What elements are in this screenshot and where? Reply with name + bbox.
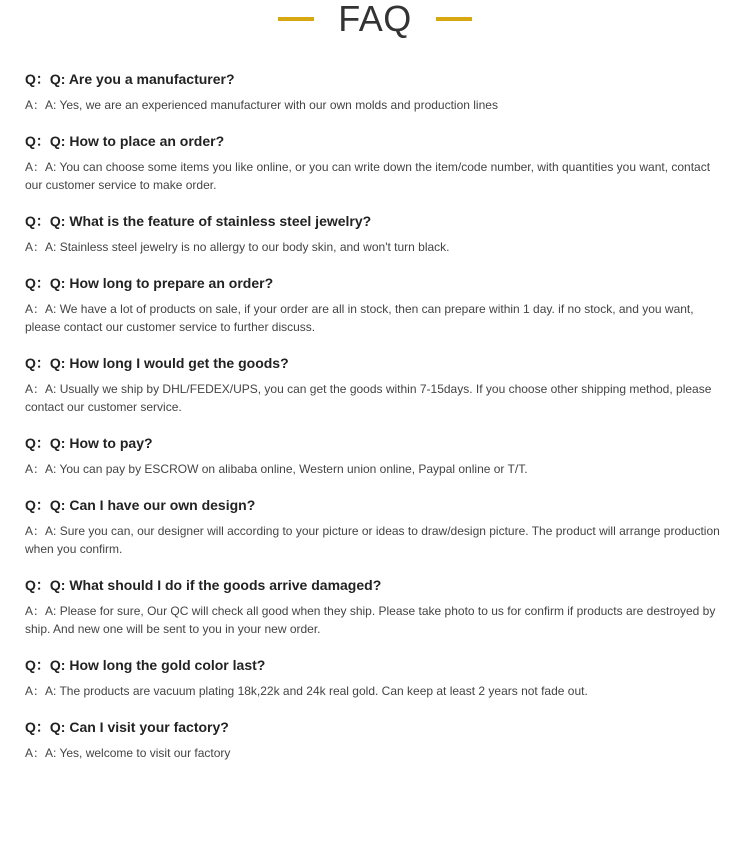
answer-text: A: You can choose some items you like online, or you can write down the item/code number, with quantities you want, contact our customer service to make order. (25, 160, 711, 192)
title-accent-line-left (278, 17, 314, 21)
question-text: Q: Can I have our own design? (49, 497, 256, 513)
faq-item (25, 576, 725, 638)
faq-question (25, 718, 725, 736)
faq-question (25, 576, 725, 594)
faq-answer (25, 602, 725, 638)
answer-text: A: We have a lot of products on sale, if your order are all in stock, then can prepare within 1 day. if no stock, and you want, please contact our customer service to further discuss. (25, 302, 694, 334)
faq-item (25, 132, 725, 194)
faq-item (25, 354, 725, 416)
answer-prefix: A： (25, 462, 46, 476)
question-prefix: Q： (25, 719, 50, 735)
faq-question (25, 434, 725, 452)
question-prefix: Q： (25, 133, 50, 149)
question-text: Q: Are you a manufacturer? (49, 71, 235, 87)
faq-item (25, 656, 725, 700)
faq-question (25, 496, 725, 514)
question-text: Q: How to place an order? (49, 133, 225, 149)
question-prefix: Q： (25, 71, 50, 87)
faq-question (25, 212, 725, 230)
answer-text: A: Sure you can, our designer will according to your picture or ideas to draw/design picture. The product will arrange production when you confirm. (25, 524, 720, 556)
faq-item (25, 70, 725, 114)
faq-answer (25, 300, 725, 336)
faq-question (25, 70, 725, 88)
answer-text: A: Yes, welcome to visit our factory (45, 746, 231, 760)
answer-prefix: A： (25, 302, 46, 316)
answer-prefix: A： (25, 382, 46, 396)
answer-text: A: You can pay by ESCROW on alibaba online, Western union online, Paypal online or T/T. (45, 462, 528, 476)
faq-answer (25, 158, 725, 194)
answer-text: A: Please for sure, Our QC will check all good when they ship. Please take photo to us for confirm if products are destroyed by ship. And new one will be sent to you in your new order. (25, 604, 716, 636)
answer-prefix: A： (25, 98, 46, 112)
page-title: FAQ (338, 0, 412, 39)
answer-prefix: A： (25, 240, 46, 254)
question-text: Q: What should I do if the goods arrive damaged? (49, 577, 382, 593)
answer-prefix: A： (25, 604, 46, 618)
question-prefix: Q： (25, 275, 50, 291)
faq-question (25, 274, 725, 292)
answer-prefix: A： (25, 684, 46, 698)
faq-item (25, 496, 725, 558)
question-text: Q: How long the gold color last? (49, 657, 266, 673)
question-prefix: Q： (25, 657, 50, 673)
faq-question (25, 656, 725, 674)
question-prefix: Q： (25, 577, 50, 593)
answer-prefix: A： (25, 160, 46, 174)
faq-list (25, 70, 725, 780)
title-accent-line-right (436, 17, 472, 21)
question-text: Q: Can I visit your factory? (49, 719, 229, 735)
question-prefix: Q： (25, 355, 50, 371)
answer-text: A: Yes, we are an experienced manufacturer with our own molds and production lines (45, 98, 498, 112)
question-prefix: Q： (25, 435, 50, 451)
answer-text: A: The products are vacuum plating 18k,22k and 24k real gold. Can keep at least 2 years not fade out. (45, 684, 588, 698)
faq-item (25, 718, 725, 762)
faq-question (25, 354, 725, 372)
answer-text: A: Stainless steel jewelry is no allergy to our body skin, and won't turn black. (45, 240, 450, 254)
question-text: Q: How long I would get the goods? (49, 355, 289, 371)
question-prefix: Q： (25, 497, 50, 513)
faq-item (25, 274, 725, 336)
faq-answer (25, 96, 725, 114)
faq-answer (25, 460, 725, 478)
faq-answer (25, 682, 725, 700)
faq-answer (25, 522, 725, 558)
faq-header (0, 0, 750, 42)
faq-answer (25, 744, 725, 762)
question-text: Q: How long to prepare an order? (49, 275, 274, 291)
question-text: Q: How to pay? (49, 435, 153, 451)
answer-prefix: A： (25, 524, 46, 538)
answer-text: A: Usually we ship by DHL/FEDEX/UPS, you can get the goods within 7-15days. If you choose other shipping method, please contact our customer service. (25, 382, 712, 414)
answer-prefix: A： (25, 746, 46, 760)
question-text: Q: What is the feature of stainless steel jewelry? (49, 213, 372, 229)
faq-answer (25, 238, 725, 256)
faq-item (25, 434, 725, 478)
faq-question (25, 132, 725, 150)
faq-item (25, 212, 725, 256)
question-prefix: Q： (25, 213, 50, 229)
faq-answer (25, 380, 725, 416)
